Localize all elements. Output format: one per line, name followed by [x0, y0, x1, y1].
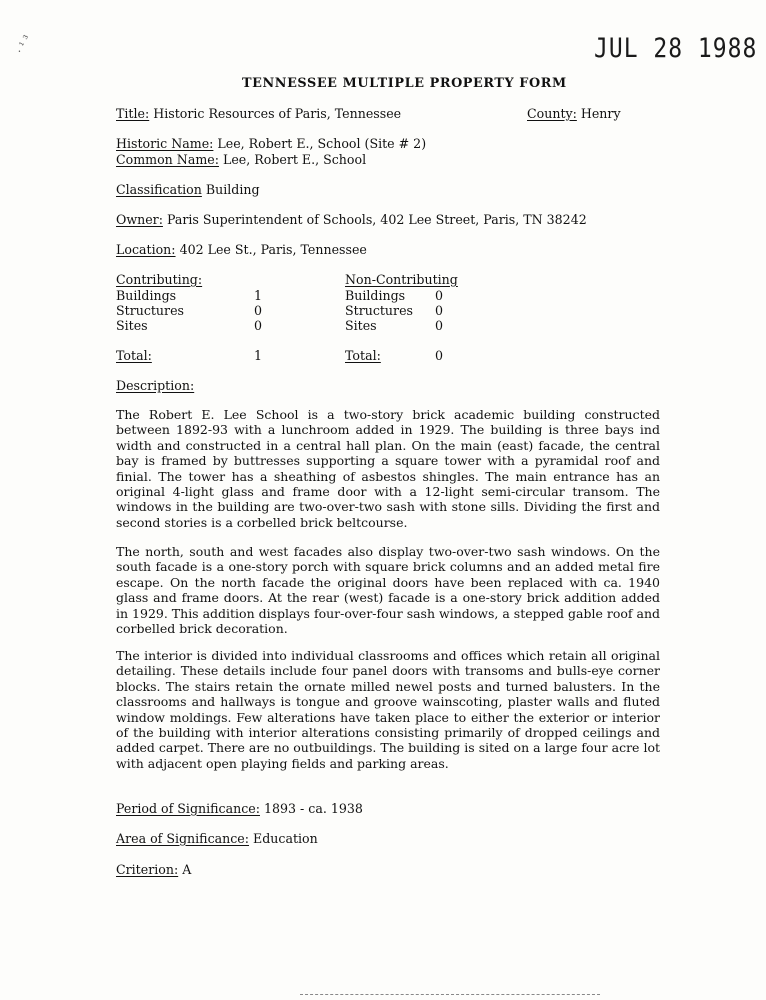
contributing-buildings-label: Buildings [116, 288, 177, 303]
title-value: Historic Resources of Paris, Tennessee [153, 106, 402, 121]
non-contributing-structures-label: Structures [345, 303, 413, 318]
location-label: Location: [116, 242, 176, 257]
description-paragraph-2 [116, 544, 660, 636]
date-stamp: JUL 28 1988 [594, 34, 758, 64]
contributing-structures-value: 0 [254, 303, 263, 318]
historic-name-field [116, 136, 426, 151]
county-value: Henry [580, 106, 621, 121]
non-contributing-total-label: Total: [345, 348, 381, 363]
common-name-value: Lee, Robert E., School [222, 152, 367, 167]
non-contributing-structures-value: 0 [435, 303, 444, 318]
location-field [116, 242, 367, 257]
contributing-sites-label: Sites [116, 318, 148, 333]
common-name-field [116, 152, 366, 167]
description-paragraph-1 [116, 407, 660, 530]
description-paragraph-3 [116, 648, 660, 771]
classification-label: Classification [116, 182, 202, 197]
margin-mark: · ¹ ³ [13, 32, 35, 57]
county-field [527, 106, 621, 121]
owner-field [116, 212, 587, 227]
description-text-2: The north, south and west facades also display two-over-two sash windows. On the south facade is a one-story porch with square brick columns and an added metal fire escape. On the north facade the original doors have been replaced with ca. 1940 glass and frame doors. At the rear (west) facade is a one-story brick addition added in 1929. This addition displays four-over-four sash windows, a stepped gable roof and corbelled brick decoration. [116, 544, 660, 637]
area-label: Area of Significance: [116, 831, 250, 846]
area-value: Education [253, 831, 318, 846]
area-field [116, 831, 318, 846]
period-label: Period of Significance: [116, 801, 260, 816]
contributing-buildings-value: 1 [254, 288, 263, 303]
description-text-1: The Robert E. Lee School is a two-story brick academic building constructed between 1892-93 with a lunchroom added in 1929. The building is three bays ind width and constructed in a central hall plan. On the main (east) facade, the central bay is framed by buttresses supporting a square tower with a pyramidal roof and finial. The tower has a sheathing of asbestos shingles. The main entrance has an original 4-light glass and frame door with a 12-light semi-circular transom. The windows in the building are two-over-two sash with stone sills. Dividing the first and second stories is a corbelled brick beltcourse. [116, 407, 660, 530]
non-contributing-heading: Non-Contributing [345, 272, 458, 287]
criterion-label: Criterion: [116, 862, 179, 877]
title-label: Title: [116, 106, 150, 121]
historic-name-value: Lee, Robert E., School (Site # 2) [217, 136, 427, 151]
criterion-field [116, 862, 191, 877]
common-name-label: Common Name: [116, 152, 219, 167]
scan-edge-line [300, 994, 600, 996]
historic-name-label: Historic Name: [116, 136, 214, 151]
title-field [116, 106, 401, 121]
non-contributing-total-value: 0 [435, 348, 444, 363]
contributing-total-value: 1 [254, 348, 263, 363]
non-contributing-sites-label: Sites [345, 318, 377, 333]
description-label: Description: [116, 378, 195, 393]
owner-label: Owner: [116, 212, 163, 227]
contributing-heading: Contributing: [116, 272, 203, 287]
description-text-3: The interior is divided into individual classrooms and offices which retain all original detailing. These details include four panel doors with transoms and bulls-eye corner blocks. The stairs retain the ornate milled newel posts and turned balusters. In the classrooms and hallways is tongue and groove wainscoting, plaster walls and fluted window moldings. Few alterations have taken place to either the exterior or interior of the building with interior alterations consisting primarily of dropped ceilings and added carpet. There are no outbuildings. The building is sited on a large four acre lot with adjacent open playing fields and parking areas. [116, 648, 660, 771]
owner-value: Paris Superintendent of Schools, 402 Lee Street, Paris, TN 38242 [166, 212, 587, 227]
non-contributing-buildings-label: Buildings [345, 288, 406, 303]
criterion-value: A [182, 862, 192, 877]
contributing-sites-value: 0 [254, 318, 263, 333]
form-title: TENNESSEE MULTIPLE PROPERTY FORM [242, 76, 567, 91]
contributing-structures-label: Structures [116, 303, 184, 318]
county-label: County: [527, 106, 577, 121]
location-value: 402 Lee St., Paris, Tennessee [179, 242, 367, 257]
non-contributing-sites-value: 0 [435, 318, 444, 333]
classification-field [116, 182, 260, 197]
classification-value: Building [205, 182, 260, 197]
period-value: 1893 - ca. 1938 [264, 801, 363, 816]
contributing-total-label: Total: [116, 348, 152, 363]
period-field [116, 801, 363, 816]
non-contributing-buildings-value: 0 [435, 288, 444, 303]
